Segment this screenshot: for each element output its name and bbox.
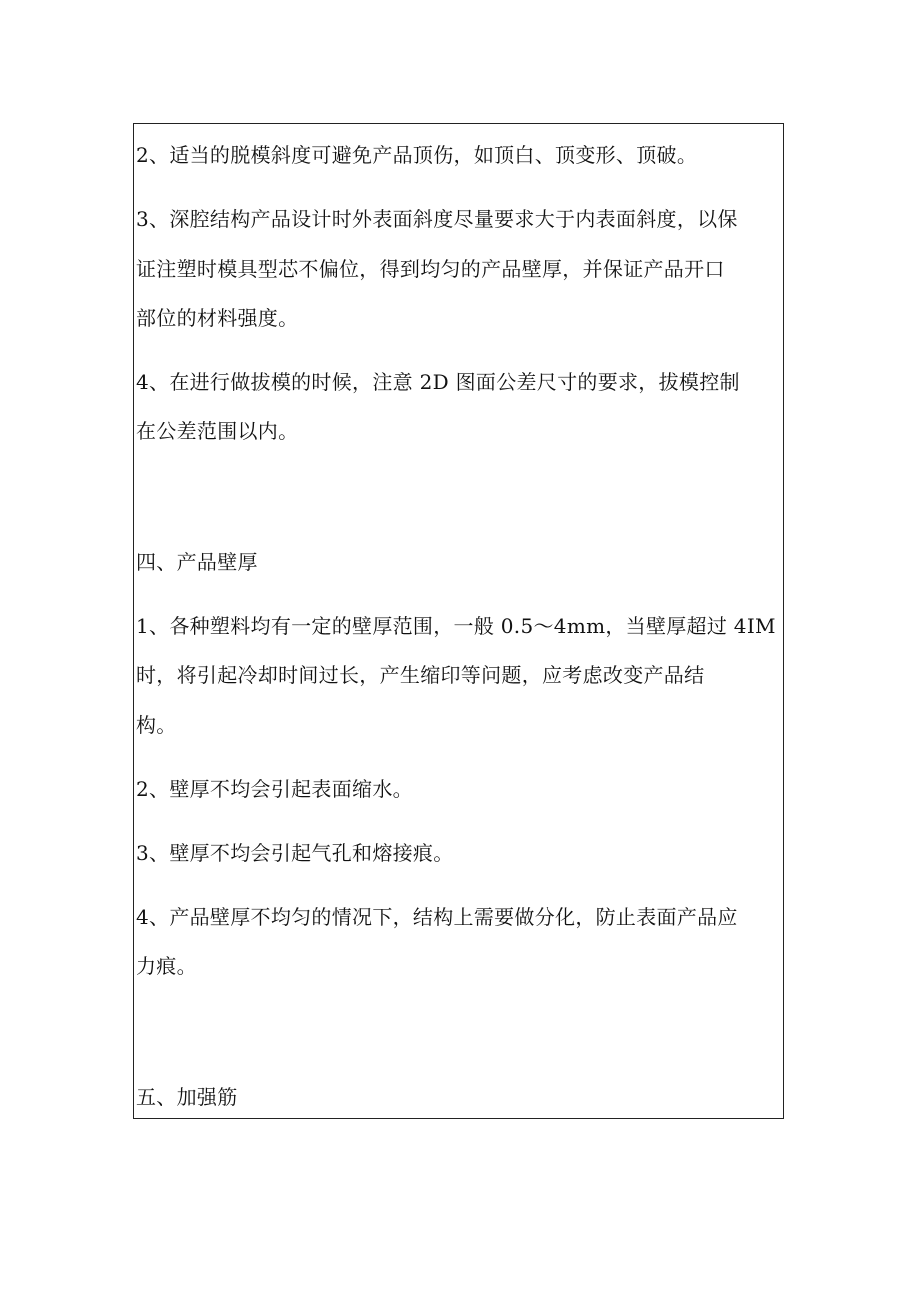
text-line-wall-1b: 时，将引起冷却时间过长，产生缩印等问题，应考虑改变产品结 [136,663,705,687]
section-heading-ribs: 五、加强筋 [136,1085,238,1109]
text-line-draft-angle-4b: 在公差范围以内。 [136,419,299,443]
text-line-draft-angle-2: 2、适当的脱模斜度可避免产品顶伤，如顶白、顶变形、顶破。 [136,143,698,167]
text-line-draft-angle-4a: 4、在进行做拔模的时候，注意 2D 图面公差尺寸的要求，拔模控制 [136,370,740,394]
text-line-wall-1c: 构。 [136,713,177,737]
text-line-draft-angle-3c: 部位的材料强度。 [136,306,299,330]
text-line-wall-3: 3、壁厚不均会引起气孔和熔接痕。 [136,841,454,865]
text-line-draft-angle-3a: 3、深腔结构产品设计时外表面斜度尽量要求大于内表面斜度，以保 [136,207,738,231]
text-line-wall-2: 2、壁厚不均会引起表面缩水。 [136,777,413,801]
section-heading-wall-thickness: 四、产品壁厚 [136,550,258,574]
text-line-wall-4a: 4、产品壁厚不均匀的情况下，结构上需要做分化，防止表面产品应 [136,905,738,929]
text-line-wall-1a: 1、各种塑料均有一定的壁厚范围，一般 0.5～4mm，当壁厚超过 4IM [136,614,776,638]
text-line-wall-4b: 力痕。 [136,954,197,978]
text-line-draft-angle-3b: 证注塑时模具型芯不偏位，得到均匀的产品壁厚，并保证产品开口 [136,257,725,281]
